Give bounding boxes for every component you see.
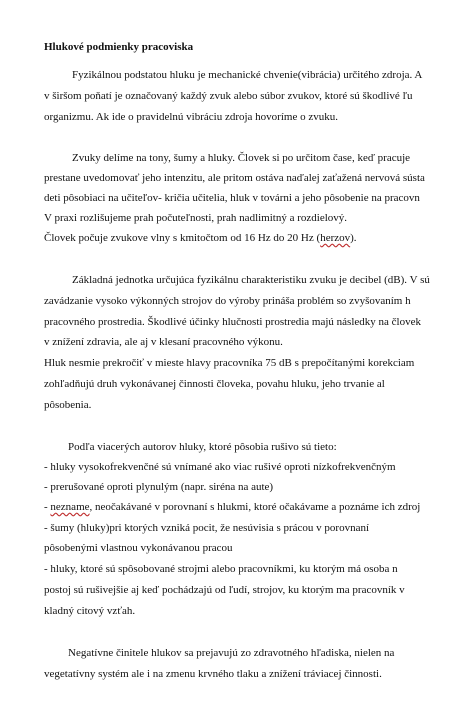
- paragraph-3-line-6: zohľadňujú druh vykonávanej činnosti človeka, povahu hluku, jeho trvanie al: [44, 378, 385, 390]
- list-item-5-cont: postoj sú rušivejšie aj keď pochádzajú od ľudí, strojov, ku ktorým ma pracovník v: [44, 584, 405, 596]
- paragraph-3-line-7: pôsobenia.: [44, 399, 92, 411]
- list-item-3: - nezname, neočakávané v porovnaní s hlukmi, ktoré očakávame a poznáme ich zdroj: [44, 501, 421, 513]
- paragraph-3-line-3: pracovného prostredia. Škodlivé účinky hlučnosti prostredia majú následky na človek: [44, 316, 421, 328]
- list-item-5-end: kladný citový vzťah.: [44, 605, 136, 617]
- paragraph-2-line-3: deti pôsobiaci na učiteľov- kričia učitelia, hluk v továrni a jeho pôsobenie na pracovn: [44, 192, 420, 204]
- document-heading: Hlukové podmienky pracoviska: [44, 41, 194, 53]
- list-intro: Podľa viacerých autorov hluky, ktoré pôsobia rušivo sú tieto:: [68, 441, 337, 453]
- paragraph-3-line-2: zavádzanie vysoko výkonných strojov do výroby prináša problém so zvyšovaním h: [44, 295, 411, 307]
- list-item-2: - prerušované oproti plynulým (napr. siréna na aute): [44, 481, 274, 493]
- paragraph-1-line-1: Fyzikálnou podstatou hluku je mechanické chvenie(vibrácia) určitého zdroja. A: [72, 69, 423, 81]
- paragraph-2-line-5: [44, 231, 357, 245]
- paragraph-2-line-4: V praxi rozlišujeme prah počuteľnosti, prah nadlimitný a rozdielový.: [44, 212, 348, 224]
- paragraph-5-line-1: Negatívne činitele hlukov sa prejavujú zo zdravotného hľadiska, nielen na: [68, 647, 395, 659]
- paragraph-5-line-2: vegetatívny systém ale i na zmenu krvného tlaku a znížení tráviacej činnosti.: [44, 668, 382, 680]
- hearing-range-text: Človek počuje zvukove vlny s kmitočtom od 16 Hz do 20 Hz (herzov).: [44, 232, 357, 244]
- list-item-4-cont: pôsobenými vlastnou vykonávanou pracou: [44, 542, 233, 554]
- list-item-4: - šumy (hluky)pri ktorých vzniká pocit, že nesúvisia s prácou v porovnaní: [44, 522, 370, 534]
- paragraph-3-line-1: Základná jednotka určujúca fyzikálnu charakteristiku zvuku je decibel (dB). V sú: [72, 274, 430, 286]
- list-item-5: - hluky, ktoré sú spôsobované strojmi alebo pracovníkmi, ku ktorým má osoba n: [44, 563, 398, 575]
- list-item-1: - hluky vysokofrekvenčné sú vnímané ako viac rušivé oproti nízkofrekvenčným: [44, 461, 396, 473]
- paragraph-1-line-3: organizmu. Ak ide o pravidelnú vibráciu zdroja hovoríme o zvuku.: [44, 111, 338, 123]
- paragraph-1-line-2: v širšom poňatí je označovaný každý zvuk alebo súbor zvukov, ktoré sú škodlivé ľu: [44, 90, 413, 102]
- paragraph-2-line-2: prestane uvedomovať jeho intenzitu, ale pritom ostáva naďalej zaťažená nervová sústa: [44, 172, 425, 184]
- paragraph-3-line-5: Hluk nesmie prekročiť v mieste hlavy pracovníka 75 dB s prepočítanými korekciam: [44, 357, 415, 369]
- paragraph-2-line-1: Zvuky delíme na tony, šumy a hluky. Človek si po určitom čase, keď pracuje: [72, 152, 411, 164]
- paragraph-3-line-4: v znížení zdravia, ale aj v klesaní pracovného výkonu.: [44, 336, 283, 348]
